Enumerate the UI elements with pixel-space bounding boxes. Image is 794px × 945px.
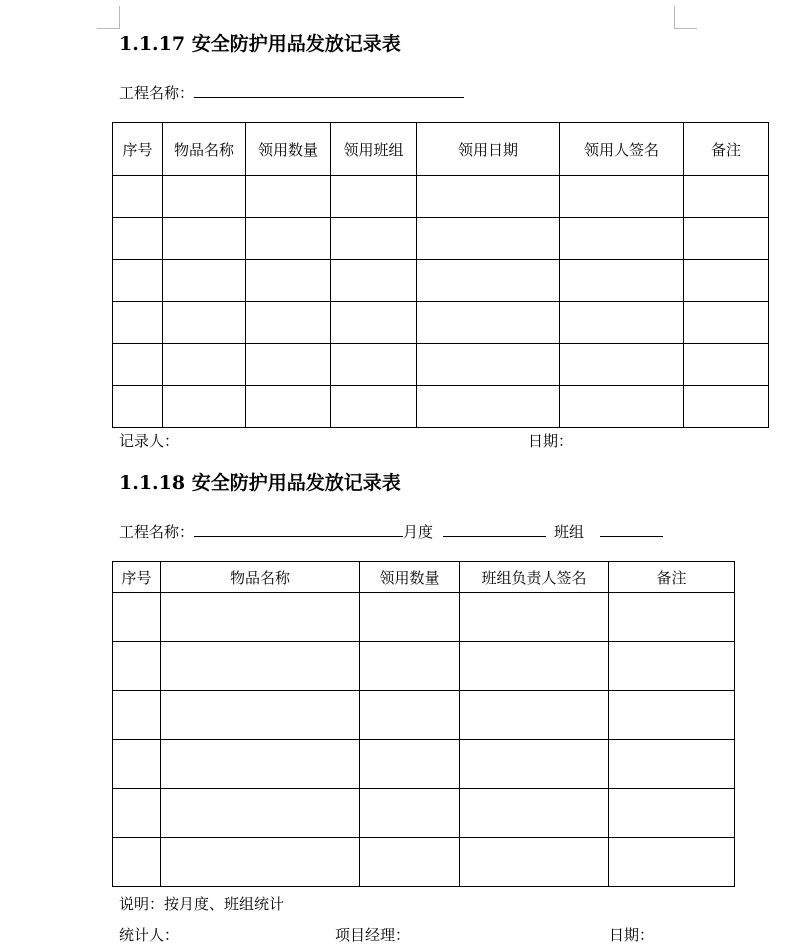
table-cell[interactable] [113,789,161,838]
table-cell[interactable] [560,260,684,302]
col-header-item-name: 物品名称 [163,123,246,176]
crop-mark-top-right [674,6,697,29]
col-header-recipient-signature: 领用人签名 [560,123,684,176]
table-cell[interactable] [417,344,560,386]
table-row [113,838,735,887]
table-cell[interactable] [331,344,417,386]
table-cell[interactable] [417,386,560,428]
section2-info-line [119,521,663,542]
table-cell[interactable] [684,344,769,386]
table-cell[interactable] [417,176,560,218]
table-cell[interactable] [113,740,161,789]
col-header-team: 领用班组 [331,123,417,176]
table-cell[interactable] [609,789,735,838]
table-cell[interactable] [609,593,735,642]
date-label: 日期： [609,926,655,944]
month-blank[interactable] [443,521,546,537]
section2-title: 1.1.18 安全防护用品发放记录表 [119,472,401,494]
table-row [113,260,769,302]
table-cell[interactable] [460,740,609,789]
table-cell[interactable] [331,176,417,218]
table-cell[interactable] [113,176,163,218]
table-cell[interactable] [460,691,609,740]
project-name-label: 工程名称： [119,84,195,102]
table-body [113,176,769,428]
team-label: 班组 [554,523,585,541]
table-cell[interactable] [246,260,331,302]
table-cell[interactable] [331,386,417,428]
table-row [113,642,735,691]
table-cell[interactable] [417,302,560,344]
table-cell[interactable] [163,344,246,386]
note-text: 说明：按月度、班组统计 [119,895,285,913]
col-header-date: 领用日期 [417,123,560,176]
table-row [113,789,735,838]
table-cell[interactable] [113,386,163,428]
col-header-quantity: 领用数量 [360,562,460,593]
table-cell[interactable] [113,260,163,302]
project-name-blank[interactable] [194,521,403,537]
monthly-issuance-table [112,561,735,887]
table-cell[interactable] [161,642,360,691]
table-row [113,691,735,740]
section1-project-line [119,82,464,103]
table-cell[interactable] [113,838,161,887]
table-cell[interactable] [161,838,360,887]
table-row [113,386,769,428]
table-cell[interactable] [560,386,684,428]
table-cell[interactable] [246,218,331,260]
table-cell[interactable] [161,593,360,642]
table-cell[interactable] [560,176,684,218]
table-cell[interactable] [113,344,163,386]
table-header-row [113,123,769,176]
table-cell[interactable] [360,691,460,740]
recorder-label: 记录人： [119,432,180,450]
project-manager-label: 项目经理： [335,926,411,944]
table-cell[interactable] [684,260,769,302]
table-row [113,593,735,642]
table-cell[interactable] [113,691,161,740]
table-cell[interactable] [113,302,163,344]
table-row [113,740,735,789]
table-cell[interactable] [163,218,246,260]
table-cell[interactable] [684,176,769,218]
table-cell[interactable] [684,218,769,260]
table-cell[interactable] [609,642,735,691]
table-cell[interactable] [360,593,460,642]
statistician-label: 统计人： [119,926,180,944]
col-header-item-name: 物品名称 [161,562,360,593]
table-cell[interactable] [163,260,246,302]
table-cell[interactable] [417,260,560,302]
table-cell[interactable] [360,789,460,838]
table-cell[interactable] [609,740,735,789]
section1-title: 1.1.17 安全防护用品发放记录表 [119,33,401,55]
table-cell[interactable] [609,838,735,887]
table-cell[interactable] [417,218,560,260]
col-header-no: 序号 [113,562,161,593]
col-header-quantity: 领用数量 [246,123,331,176]
table-cell[interactable] [560,218,684,260]
table-cell[interactable] [246,344,331,386]
table-cell[interactable] [113,593,161,642]
table-cell[interactable] [460,789,609,838]
table-cell[interactable] [161,740,360,789]
table-row [113,344,769,386]
table-cell[interactable] [113,218,163,260]
table-row [113,176,769,218]
table-cell[interactable] [684,386,769,428]
table-cell[interactable] [163,302,246,344]
table-cell[interactable] [331,302,417,344]
table-cell[interactable] [360,740,460,789]
table-cell[interactable] [246,176,331,218]
project-name-label: 工程名称： [119,523,195,541]
table-cell[interactable] [113,642,161,691]
table-row [113,218,769,260]
col-header-team-leader-signature: 班组负责人签名 [460,562,609,593]
table-cell[interactable] [560,302,684,344]
table-header-row [113,562,735,593]
team-blank[interactable] [600,521,663,537]
month-label: 月度 [403,523,434,541]
table-cell[interactable] [460,642,609,691]
table-cell[interactable] [161,691,360,740]
table-cell[interactable] [360,642,460,691]
table-cell[interactable] [560,344,684,386]
col-header-no: 序号 [113,123,163,176]
table-cell[interactable] [246,302,331,344]
col-header-remarks: 备注 [609,562,735,593]
table-cell[interactable] [460,838,609,887]
col-header-remarks: 备注 [684,123,769,176]
crop-mark-top-left [97,6,120,29]
table-cell[interactable] [331,218,417,260]
table-cell[interactable] [246,386,331,428]
table-row [113,302,769,344]
table-cell[interactable] [331,260,417,302]
table-cell[interactable] [163,386,246,428]
table-cell[interactable] [460,593,609,642]
date-label: 日期： [528,432,574,450]
table-cell[interactable] [684,302,769,344]
table-cell[interactable] [360,838,460,887]
issuance-record-table [112,122,769,428]
table-cell[interactable] [161,789,360,838]
table-body [113,593,735,887]
project-name-blank[interactable] [194,82,464,98]
table-cell[interactable] [163,176,246,218]
table-cell[interactable] [609,691,735,740]
